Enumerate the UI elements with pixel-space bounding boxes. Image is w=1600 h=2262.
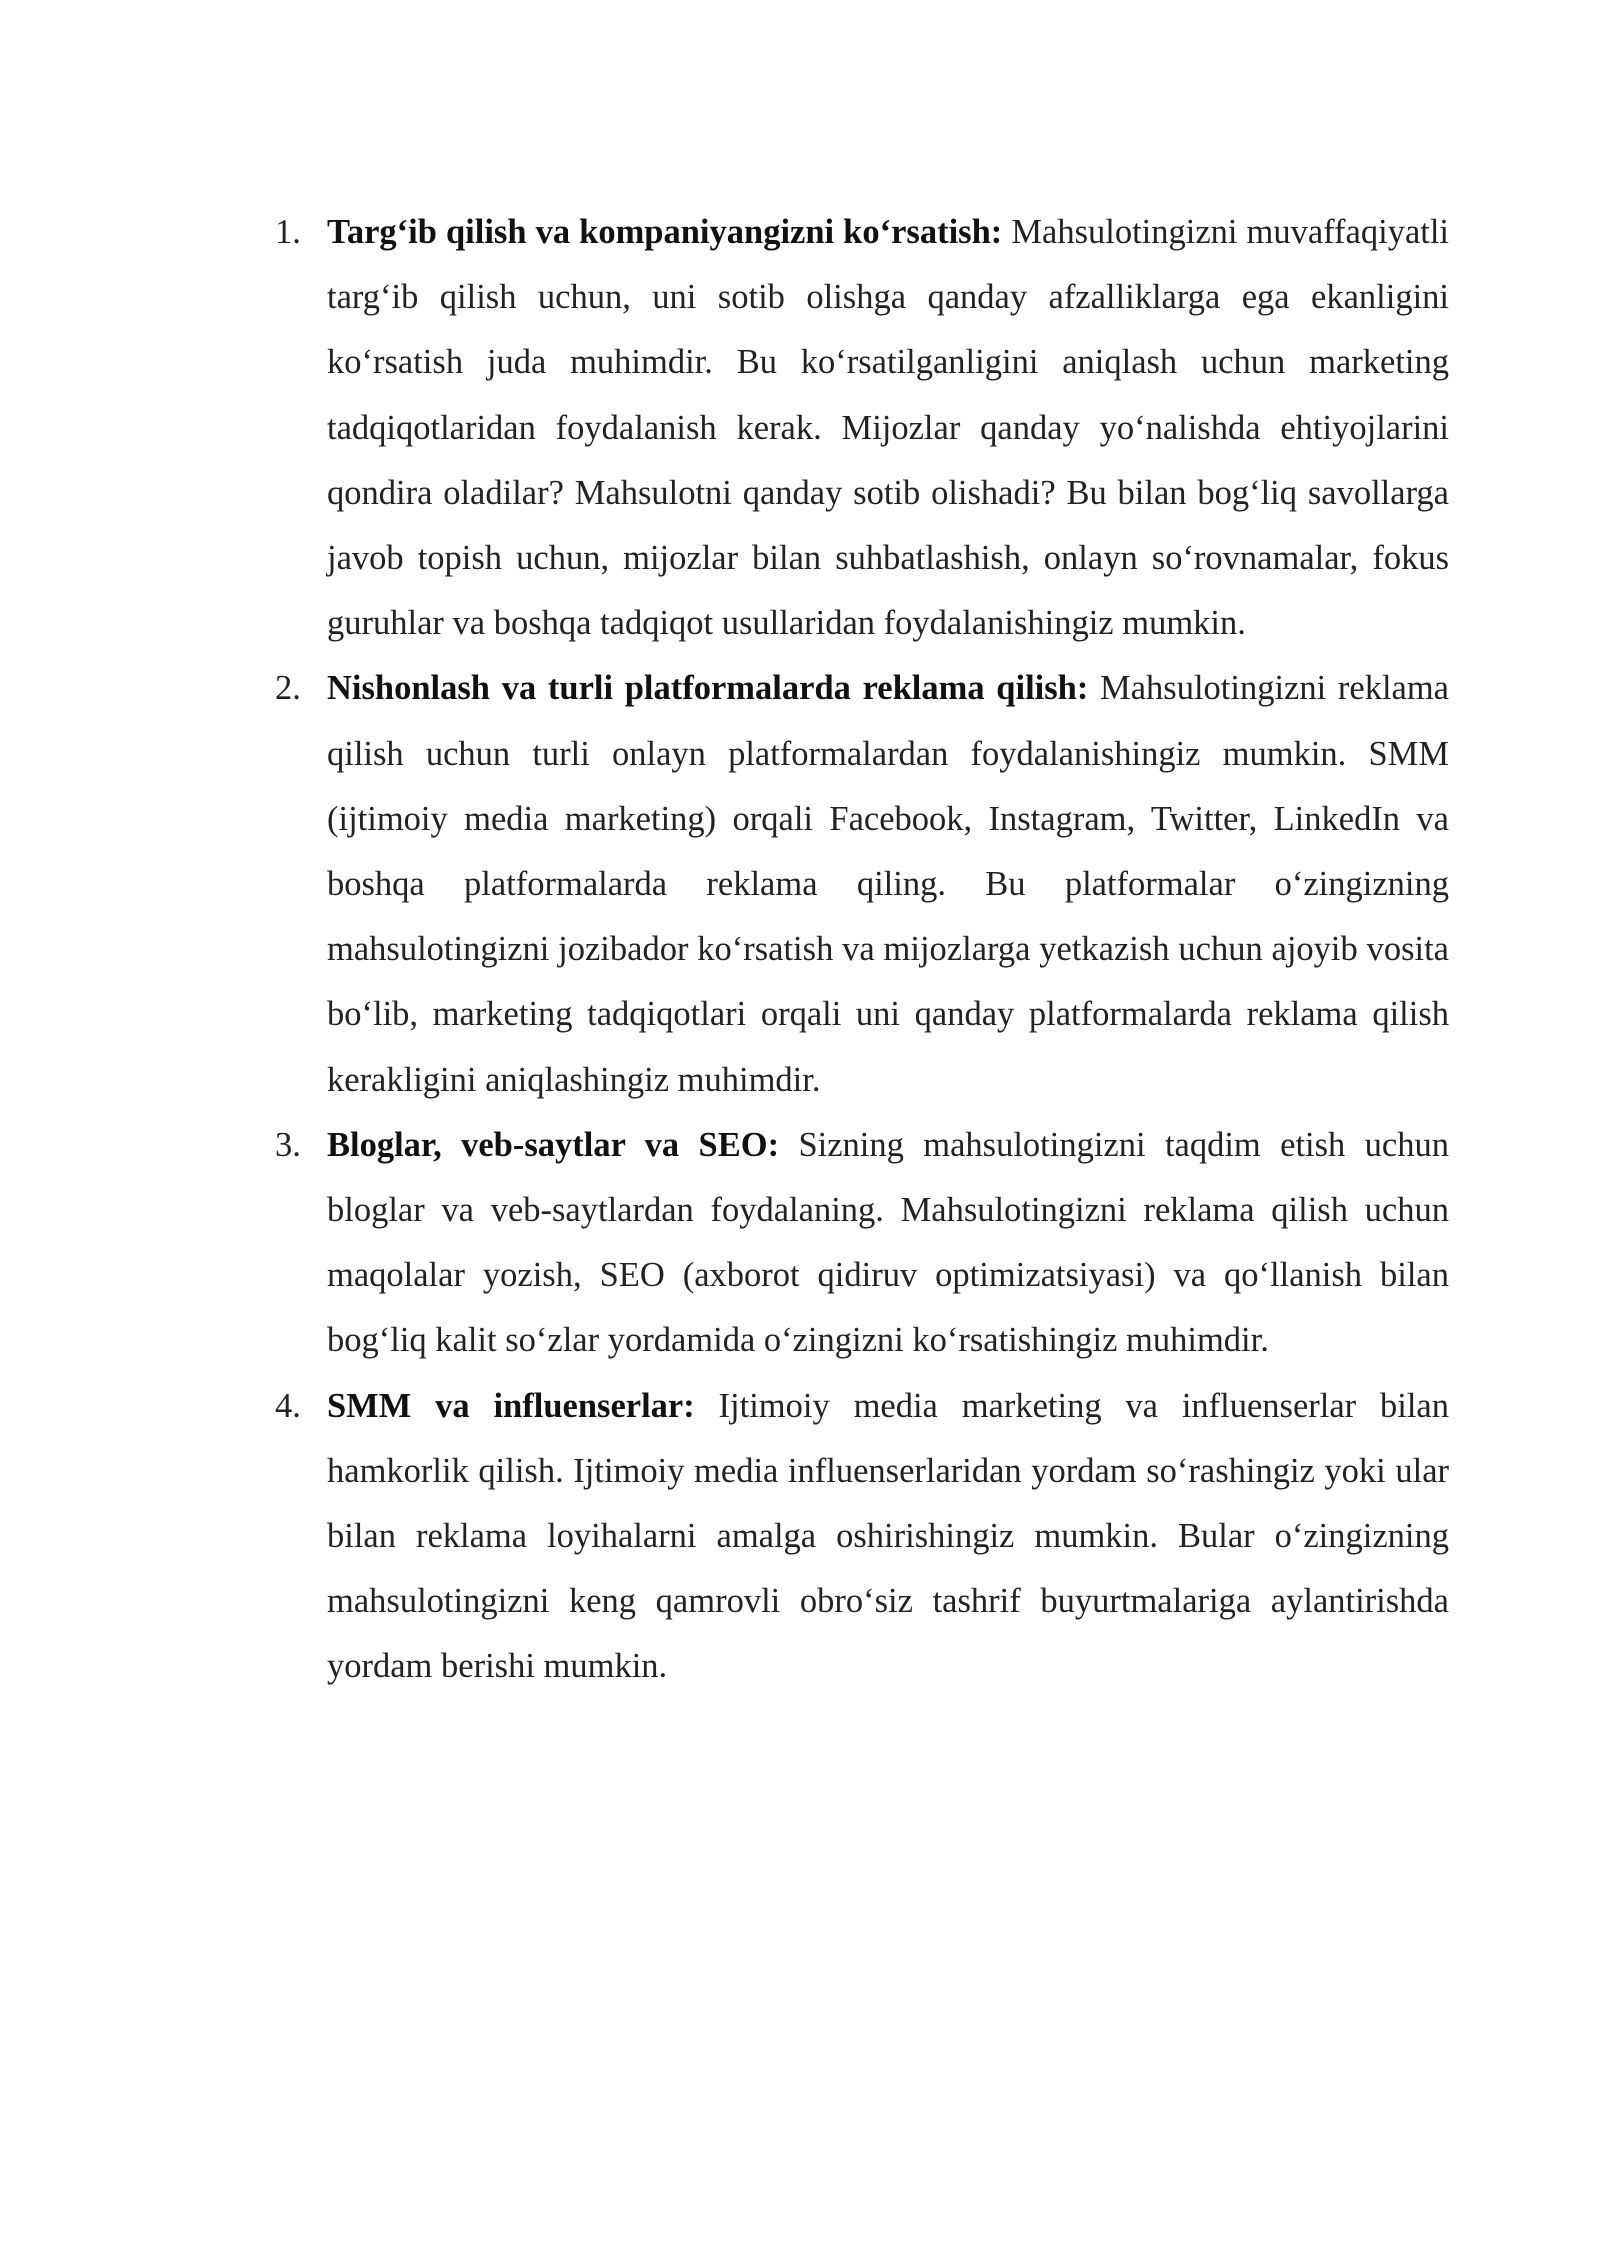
list-item — [268, 1374, 1449, 1700]
list-item — [268, 200, 1449, 656]
list-item-heading: Nishonlash va turli platformalarda reklama qilish: — [327, 669, 1089, 708]
list-item-heading: SMM va influenserlar: — [327, 1386, 695, 1425]
list-item-body: Sizning mahsulotingizni taqdim etish uchun bloglar va veb-saytlardan foydalaning. Mahsulotingizni reklama qilish uchun maqolalar yozish, SEO (axborot qidiruv optimizatsiyasi) va qo‘llanish bilan bog‘liq kalit so‘zlar yordamida o‘zingizni ko‘rsatishingiz muhimdir. — [327, 1125, 1449, 1360]
list-item-body: Ijtimoiy media marketing va influenserlar bilan hamkorlik qilish. Ijtimoiy media influenserlaridan yordam so‘rashingiz yoki ular bilan reklama loyihalarni amalga oshirishingiz mumkin. Bular o‘zingizning mahsulotingizni keng qamrovli obro‘siz tashrif buyurtmalariga aylantirishda yordam berishi mumkin. — [327, 1386, 1449, 1686]
list-item-number: 2. — [275, 669, 301, 708]
list-item-number: 3. — [275, 1125, 301, 1164]
list-item — [268, 656, 1449, 1112]
list-item-body: Mahsulotingizni muvaffaqiyatli targ‘ib qilish uchun, uni sotib olishga qanday afzalliklarga ega ekanligini ko‘rsatish juda muhimdir. Bu ko‘rsatilganligini aniqlash uchun marketing tadqiqotlaridan foydalanish kerak. Mijozlar qanday yo‘nalishda ehtiyojlarini qondira oladilar? Mahsulotni qanday sotib olishadi? Bu bilan bog‘liq savollarga javob topish uchun, mijozlar bilan suhbatlashish, onlayn so‘rovnamalar, fokus guruhlar va boshqa tadqiqot usullaridan foydalanishingiz mumkin. — [327, 213, 1450, 643]
numbered-list — [268, 200, 1449, 1700]
list-item-body: Mahsulotingizni reklama qilish uchun turli onlayn platformalardan foydalanishingiz mumkin. SMM (ijtimoiy media marketing) orqali Facebook, Instagram, Twitter, LinkedIn va boshqa platformalarda reklama qiling. Bu platformalar o‘zingizning mahsulotingizni jozibador ko‘rsatish va mijozlarga yetkazish uchun ajoyib vosita bo‘lib, marketing tadqiqotlari orqali uni qanday platformalarda reklama qilish kerakligini aniqlashingiz muhimdir. — [327, 669, 1449, 1099]
list-item-heading: Targ‘ib qilish va kompaniyangizni ko‘rsatish: — [327, 213, 1003, 251]
list-item-heading: Bloglar, veb-saytlar va SEO: — [327, 1125, 780, 1164]
list-item-number: 1. — [275, 213, 301, 251]
list-item — [268, 1113, 1449, 1374]
list-item-number: 4. — [275, 1386, 301, 1425]
